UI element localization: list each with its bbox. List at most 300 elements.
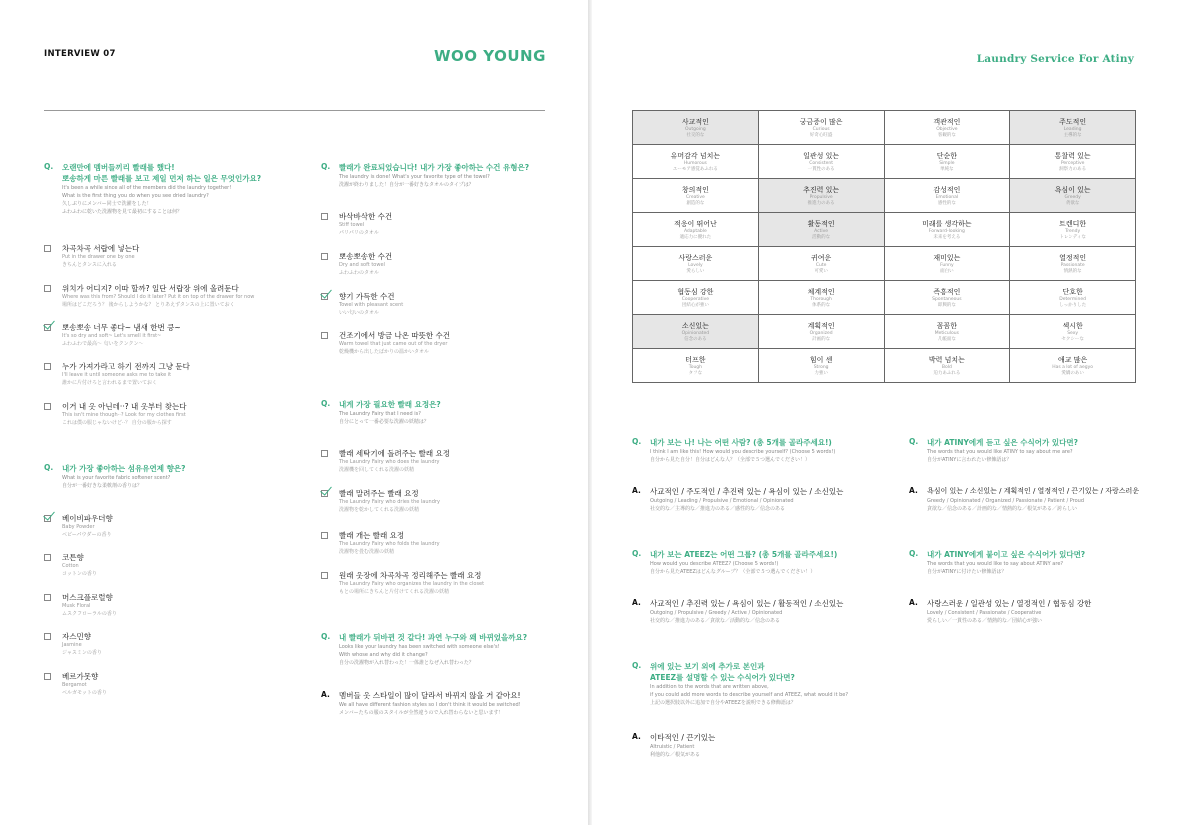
adjective-cell — [633, 179, 759, 213]
adjective-en: Meticulous — [934, 330, 959, 336]
adjective-ko: 트렌디한 — [1059, 219, 1087, 228]
adjective-en: Has a lot of aegyo — [1052, 364, 1094, 370]
adjective-ko: 미래를 생각하는 — [922, 219, 972, 228]
question-mark: Q. — [44, 463, 54, 472]
adjective-cell — [633, 349, 759, 383]
checkbox[interactable] — [321, 572, 328, 579]
option-jp: きちんとタンスに入れる — [62, 261, 117, 268]
question-mark: Q. — [632, 549, 642, 558]
checkbox[interactable] — [44, 594, 51, 601]
adjective-jp: 力強い — [814, 370, 828, 376]
answer-9 — [909, 598, 1169, 625]
adjective-ko: 단호한 — [1062, 287, 1083, 296]
adjective-jp: 好奇心旺盛 — [809, 132, 833, 138]
adjective-cell — [884, 281, 1010, 315]
question-jp: 自分がATINYに付けたい修飾語は？ — [927, 569, 1007, 575]
answer-en: Outgoing / Leading / Propulsive / Emotional / Opinionated — [650, 498, 794, 504]
adjective-cell — [758, 213, 884, 247]
question-mark: Q. — [909, 549, 919, 558]
option-ko: 이거 내 옷 아닌데··? 내 옷부터 찾는다 — [62, 402, 187, 411]
option[interactable] — [44, 322, 314, 348]
adjective-cell — [884, 179, 1010, 213]
adjective-jp: しっかりした — [1059, 302, 1087, 308]
adjective-row — [633, 111, 1136, 145]
option-en: Jasmine — [62, 642, 82, 648]
adjective-en: Consistent — [809, 160, 834, 166]
option-jp: もとの場所にきちんと片付けてくれる洗濯の妖精 — [339, 588, 450, 595]
adjective-ko: 계획적인 — [807, 321, 835, 330]
adjective-jp: 貪欲な — [1065, 200, 1080, 206]
question-en: In addition to the words that are written above, — [650, 684, 769, 690]
right-page — [592, 0, 1178, 825]
question-ko: 내가 보는 나! 나는 어떤 사람? (총 5개를 골라주세요!) — [650, 438, 832, 447]
adjective-jp: 信念のある — [684, 336, 707, 342]
adjective-en: Opinionated — [681, 330, 710, 336]
option-jp: ベルガモットの香り — [62, 689, 107, 696]
question-mark: Q. — [321, 162, 331, 171]
adjective-row — [633, 179, 1136, 213]
adjective-cell — [758, 247, 884, 281]
adjective-en: Lovely — [688, 262, 703, 268]
adjective-en: Humorous — [683, 160, 707, 166]
answer-en: Greedy / Opinionated / Organized / Passionate / Patient / Proud — [927, 498, 1085, 504]
question-ko: ATEEZ를 설명할 수 있는 수식어가 있다면? — [650, 673, 795, 682]
answer-5 — [321, 690, 576, 717]
adjective-ko: 궁금증이 많은 — [799, 117, 843, 126]
answer-mark: A. — [632, 598, 641, 607]
adjective-jp: 未来を考える — [933, 234, 961, 240]
option-jp: 誰かに片付けろと言われるまで置いておく — [62, 379, 158, 386]
checkbox[interactable] — [44, 633, 51, 640]
option-ko: 뽀송뽀송 너무 좋다~ 냄새 한번 킁~ — [62, 323, 181, 332]
option-jp: 場所はどこだろう？ 後からしようかな？ とりあえずタンスの上に置いておく — [62, 301, 235, 308]
adjective-jp: 体系的な — [812, 302, 831, 308]
interview-label: INTERVIEW 07 — [44, 49, 116, 59]
answer-en: We all have different fashion styles so I don't think it would be switched! — [339, 702, 521, 708]
option-jp: ムスクフローラルの香り — [62, 610, 117, 617]
option-en: Where was this from? Should I do it later? Put it on top of the drawer for now — [62, 294, 255, 300]
question-en: What is the first thing you do when you see dried laundry? — [62, 193, 209, 199]
adjective-jp: 一貫性のある — [807, 166, 835, 172]
adjective-en: Cute — [815, 262, 827, 268]
adjective-ko: 귀여운 — [810, 253, 832, 262]
option-ko: 빨래 말려주는 빨래 요정 — [339, 489, 419, 498]
option-ko: 바삭바삭한 수건 — [339, 212, 393, 221]
adjective-en: Organized — [809, 330, 833, 336]
checkbox[interactable] — [44, 554, 51, 561]
answer-jp: 愛らしい／一貫性のある／情熱的な／団結心が強い — [927, 618, 1043, 624]
option-ko: 위치가 어디지? 이따 할까? 일단 서랍장 위에 올려둔다 — [62, 284, 239, 293]
adjective-cell — [1010, 281, 1136, 315]
adjective-cell — [1010, 247, 1136, 281]
question-en: How would you describe ATEEZ? (Choose 5 words!) — [650, 561, 779, 567]
answer-10 — [632, 732, 902, 759]
adjective-en: Creative — [685, 194, 705, 200]
option-jp: 洗濯物を畳む洗濯の妖精 — [339, 548, 395, 555]
question-jp: 洗濯が終わりました！自分が一番好きなタオルのタイプは？ — [339, 182, 474, 188]
question-ko: 내가 ATINY에게 붙이고 싶은 수식어가 있다면? — [927, 550, 1086, 559]
option-jp: これは僕の服じゃないけど··？ 自分の服から探す — [62, 419, 172, 426]
option[interactable] — [321, 488, 561, 514]
option-en: Cotton — [62, 563, 79, 569]
adjective-ko: 즉흥적인 — [933, 287, 961, 296]
question-mark: Q. — [632, 437, 642, 446]
option-jp: 洗濯機を回してくれる洗濯の妖精 — [339, 466, 415, 473]
question-ko: 내가 ATINY에게 듣고 싶은 수식어가 있다면? — [927, 438, 1078, 447]
question-en: It's been a while since all of the members did the laundry together! — [62, 185, 232, 191]
adjective-en: Funny — [940, 262, 954, 268]
adjective-cell — [884, 349, 1010, 383]
answer-jp: 貪欲な／信念のある／計画的な／情熱的な／根気がある／誇らしい — [927, 506, 1078, 512]
option-jp: ふわふわで最高～ 匂いをクンクン～ — [62, 340, 144, 347]
section-title: Laundry Service For Atiny — [976, 53, 1134, 65]
question-jp: 自分の洗濯物が入れ替わった！一体誰となぜ入れ替わった？ — [339, 660, 474, 666]
adjective-row — [633, 349, 1136, 383]
adjective-ko: 일관성 있는 — [803, 151, 840, 160]
option-en: Towel with pleasant scent — [339, 302, 404, 308]
adjective-en: Trendy — [1065, 228, 1081, 234]
adjective-en: Cooperative — [681, 296, 710, 302]
question-en: if you could add more words to describe yourself and ATEEZ, what would it be? — [650, 692, 849, 698]
adjective-ko: 통찰력 있는 — [1054, 151, 1091, 160]
adjective-ko: 힘이 센 — [809, 355, 833, 364]
adjective-en: Outgoing — [685, 126, 706, 132]
option-ko: 자스민향 — [62, 632, 91, 641]
adjective-table — [632, 110, 1136, 383]
adjective-jp: 適応力に優れた — [679, 234, 712, 240]
adjective-jp: 洞察力のある — [1059, 166, 1087, 172]
question-7 — [909, 437, 1169, 464]
adjective-ko: 터프한 — [685, 355, 706, 364]
question-en: What is your favorite fabric softener scent? — [62, 475, 171, 481]
checkbox[interactable] — [44, 285, 51, 292]
adjective-cell — [1010, 315, 1136, 349]
option-en: The Laundry Fairy who dries the laundry — [339, 499, 440, 505]
option-en: Musk Floral — [62, 603, 91, 609]
option-ko: 베이비파우더향 — [62, 514, 113, 523]
left-page — [0, 0, 588, 825]
adjective-jp: トレンディな — [1059, 234, 1086, 240]
answer-en: Outgoing / Propulsive / Greedy / Active / Opinionated — [650, 610, 783, 616]
checkbox[interactable] — [321, 253, 328, 260]
checkbox[interactable] — [44, 245, 51, 252]
question-jp: 自分から見たATEEZはどんなグループ？（全部で５つ選んでください！） — [650, 569, 816, 575]
adjective-cell — [884, 145, 1010, 179]
adjective-cell — [633, 315, 759, 349]
adjective-cell — [1010, 349, 1136, 383]
option-jp: ベビーパウダーの香り — [62, 531, 112, 538]
option-en: Dry and soft towel — [339, 262, 385, 268]
adjective-jp: 几帳面な — [937, 336, 956, 342]
adjective-ko: 사랑스러운 — [678, 253, 713, 262]
answer-ko: 이타적인 / 끈기있는 — [650, 733, 716, 742]
adjective-ko: 애교 많은 — [1057, 355, 1088, 364]
adjective-en: Spontaneous — [932, 296, 962, 302]
checkbox[interactable] — [44, 403, 51, 410]
adjective-ko: 객관적인 — [933, 117, 961, 126]
option[interactable] — [44, 283, 314, 309]
adjective-jp: 主導的な — [1063, 132, 1082, 138]
checkbox[interactable] — [44, 363, 51, 370]
checkbox-checked[interactable] — [321, 490, 328, 497]
adjective-ko: 단순한 — [936, 151, 958, 160]
option-en: The Laundry Fairy who organizes the laundry in the closet — [339, 581, 485, 587]
answer-jp: 社交的な／主導的な／推進力のある／感性的な／信念のある — [650, 506, 786, 512]
adjective-jp: 即興的な — [937, 302, 956, 308]
adjective-en: Tough — [688, 364, 703, 370]
answer-6 — [632, 486, 902, 513]
option[interactable] — [321, 530, 561, 556]
question-jp: 自分がATINYに言われたい修飾語は？ — [927, 457, 1012, 463]
answer-en: Lovely / Consistent / Passionate / Cooperative — [927, 610, 1042, 616]
adjective-en: Emotional — [935, 194, 959, 200]
adjective-cell — [884, 247, 1010, 281]
option[interactable] — [321, 211, 561, 237]
option[interactable] — [44, 552, 294, 578]
adjective-jp: 愛らしい — [686, 268, 705, 274]
adjective-ko: 협동심 강한 — [677, 287, 714, 296]
adjective-jp: 客観的な — [937, 132, 956, 138]
question-8 — [632, 549, 902, 576]
option-en: Stiff towel — [339, 222, 365, 228]
adjective-cell — [1010, 213, 1136, 247]
checkbox[interactable] — [321, 532, 328, 539]
adjective-en: Propulsive — [809, 194, 833, 200]
option-ko: 누가 가져가라고 하기 전까지 그냥 둔다 — [62, 362, 190, 371]
question-ko: 내게 가장 필요한 빨래 요정은? — [339, 400, 441, 409]
question-mark: Q. — [44, 162, 54, 171]
adjective-cell — [1010, 145, 1136, 179]
checkbox-checked[interactable] — [44, 515, 51, 522]
answer-ko: 사교적인 / 주도적인 / 추진력 있는 / 욕심이 있는 / 소신있는 — [650, 487, 844, 496]
adjective-ko: 열정적인 — [1059, 253, 1087, 262]
option[interactable] — [321, 330, 561, 356]
adjective-en: Greedy — [1064, 194, 1081, 200]
option-ko: 코튼향 — [62, 553, 84, 562]
option-en: The Laundry Fairy who does the laundry — [339, 459, 440, 465]
option[interactable] — [321, 448, 561, 474]
adjective-row — [633, 315, 1136, 349]
option-en: Warm towel that just came out of the dryer — [339, 341, 448, 347]
option[interactable] — [321, 291, 561, 317]
checkbox[interactable] — [321, 450, 328, 457]
adjective-ko: 소신있는 — [681, 321, 709, 330]
question-ko: 내가 가장 좋아하는 섬유유연제 향은? — [62, 464, 186, 473]
member-name: WOO YOUNG — [434, 47, 546, 65]
adjective-en: Leading — [1063, 126, 1082, 132]
option[interactable] — [44, 671, 294, 697]
adjective-jp: 団結心が強い — [681, 302, 709, 308]
question-1 — [44, 162, 304, 216]
adjective-cell — [633, 111, 759, 145]
checkbox-checked[interactable] — [321, 293, 328, 300]
question-10 — [632, 661, 922, 707]
option-en: Bergamot — [62, 682, 87, 688]
adjective-jp: 面白い — [940, 268, 954, 274]
answer-jp: メンバーたちの服のスタイルが全然違うので入れ替わらないと思います！ — [339, 710, 504, 716]
question-en: The Laundry Fairy that I need is? — [339, 411, 421, 417]
adjective-en: Passionate — [1060, 262, 1085, 268]
question-en: The words that you would like ATINY to say about me are? — [927, 449, 1073, 455]
option-jp: ジャスミンの香り — [62, 649, 102, 656]
adjective-en: Determined — [1059, 296, 1086, 302]
option-ko: 빨래 개는 빨래 요정 — [339, 531, 405, 540]
adjective-cell — [884, 315, 1010, 349]
question-9 — [909, 549, 1169, 576]
adjective-ko: 체계적인 — [807, 287, 835, 296]
option-ko: 머스크플로럴향 — [62, 593, 113, 602]
adjective-en: Bold — [941, 364, 952, 370]
option[interactable] — [321, 570, 561, 596]
option-jp: ふわふわのタオル — [339, 269, 380, 276]
adjective-en: Simple — [939, 160, 955, 166]
adjective-cell — [758, 179, 884, 213]
question-en: Looks like your laundry has been switched with someone else's! — [339, 644, 500, 650]
answer-ko: 사교적인 / 추진력 있는 / 욕심이 있는 / 활동적인 / 소신있는 — [650, 599, 844, 608]
adjective-jp: 情熱的な — [1063, 268, 1082, 274]
adjective-cell — [1010, 179, 1136, 213]
adjective-en: Perceptive — [1060, 160, 1085, 166]
adjective-jp: 活動的な — [812, 234, 831, 240]
question-ko: 오랜만에 멤버들끼리 빨래를 했다! — [62, 163, 175, 172]
option-ko: 뽀송뽀송한 수건 — [339, 252, 393, 261]
adjective-row — [633, 213, 1136, 247]
adjective-cell — [633, 213, 759, 247]
adjective-cell — [884, 213, 1010, 247]
adjective-ko: 활동적인 — [807, 219, 835, 228]
option[interactable] — [44, 361, 314, 387]
adjective-en: Adaptable — [683, 228, 707, 234]
adjective-jp: 愛嬌のあい — [1061, 370, 1084, 376]
adjective-ko: 꼼꼼한 — [936, 321, 958, 330]
question-jp: 久しぶりにメンバー同士で洗濯をした！ — [62, 201, 152, 207]
option[interactable] — [44, 592, 294, 618]
option-en: I'll leave it until someone asks me to take it — [62, 372, 172, 378]
question-6 — [632, 437, 902, 464]
answer-jp: 社交的な／推進力のある／貪欲な／活動的な／信念のある — [650, 618, 781, 624]
question-mark: Q. — [321, 632, 331, 641]
adjective-jp: 推進力のある — [807, 200, 835, 206]
question-mark: Q. — [321, 399, 331, 408]
answer-en: Altruistic / Patient — [650, 744, 695, 750]
adjective-cell — [758, 145, 884, 179]
option[interactable] — [44, 631, 294, 657]
adjective-en: Curious — [812, 126, 830, 132]
adjective-row — [633, 281, 1136, 315]
header-divider — [44, 110, 545, 111]
option-en: Put in the drawer one by one — [62, 254, 135, 260]
question-4 — [321, 399, 561, 426]
option-jp: 乾燥機から出したばかりの温かいタオル — [339, 348, 430, 355]
adjective-jp: 単純な — [940, 166, 954, 172]
adjective-en: Thorough — [810, 296, 832, 302]
checkbox-checked[interactable] — [44, 324, 51, 331]
option-jp: 洗濯物を乾かしてくれる洗濯の妖精 — [339, 506, 420, 513]
adjective-ko: 주도적인 — [1059, 117, 1087, 126]
answer-7 — [909, 486, 1175, 513]
answer-mark: A. — [909, 598, 918, 607]
answer-mark: A. — [321, 690, 330, 699]
question-jp: 自分にとって一番必要な洗濯の妖精は？ — [339, 419, 429, 425]
question-ko: 내 빨래가 뒤바뀐 것 같다! 과연 누구와 왜 바뀌었을까요? — [339, 633, 528, 642]
adjective-en: Sexy — [1067, 330, 1079, 336]
option-jp: コットンの香り — [62, 570, 97, 577]
option-ko: 원래 옷장에 차곡차곡 정리해주는 빨래 요정 — [339, 571, 482, 580]
adjective-ko: 추진력 있는 — [803, 185, 840, 194]
adjective-cell — [758, 315, 884, 349]
question-2 — [44, 463, 294, 490]
adjective-en: Objective — [936, 126, 958, 132]
adjective-ko: 사교적인 — [681, 117, 709, 126]
option[interactable] — [321, 251, 561, 277]
question-en: The laundry is done! What's your favorite type of the towel? — [339, 174, 490, 180]
adjective-en: Active — [814, 228, 829, 234]
adjective-jp: タフな — [688, 370, 703, 376]
option[interactable] — [44, 243, 314, 269]
checkbox[interactable] — [321, 332, 328, 339]
adjective-cell — [758, 111, 884, 145]
option[interactable] — [44, 513, 294, 539]
adjective-jp: セクシーな — [1061, 336, 1084, 342]
answer-jp: 利他的な／根気がある — [650, 752, 701, 758]
question-5 — [321, 632, 571, 667]
adjective-en: Forward-looking — [928, 228, 965, 234]
question-jp: ふわふわに乾いた洗濯物を見て最初にすることは何？ — [62, 209, 183, 215]
option-ko: 건조기에서 방금 나온 따뜻한 수건 — [339, 331, 450, 340]
question-mark: Q. — [909, 437, 919, 446]
adjective-jp: 感性的な — [937, 200, 956, 206]
answer-ko: 욕심이 있는 / 소신있는 / 계획적인 / 열정적인 / 끈기있는 / 자랑스러운 — [927, 487, 1140, 495]
adjective-jp: 計画的な — [812, 336, 831, 342]
adjective-cell — [633, 247, 759, 281]
adjective-cell — [1010, 111, 1136, 145]
answer-mark: A. — [909, 486, 918, 495]
question-jp: 自分が一番好きな柔軟剤の香りは？ — [62, 483, 143, 489]
adjective-ko: 감성적인 — [933, 185, 961, 194]
adjective-ko: 창의적인 — [681, 185, 709, 194]
option-jp: いい匂いのタオル — [339, 309, 380, 316]
adjective-ko: 유머감각 넘치는 — [670, 151, 721, 160]
adjective-jp: ユーモア感覚あふれる — [672, 166, 718, 172]
adjective-jp: 社交的な — [686, 132, 705, 138]
option-en: Baby Powder — [62, 524, 95, 530]
adjective-jp: 創造的な — [686, 200, 705, 206]
adjective-cell — [884, 111, 1010, 145]
question-ko: 위에 있는 보기 외에 추가로 본인과 — [650, 662, 765, 671]
adjective-row — [633, 145, 1136, 179]
adjective-cell — [633, 281, 759, 315]
adjective-ko: 섹시한 — [1062, 321, 1083, 330]
adjective-jp: 迫力あふれる — [933, 370, 961, 376]
answer-mark: A. — [632, 732, 641, 741]
adjective-ko: 욕심이 있는 — [1054, 185, 1091, 194]
question-ko: 뽀송하게 마른 빨래를 보고 제일 먼저 하는 일은 무엇인가요? — [62, 174, 262, 183]
option-jp: パリパリのタオル — [339, 229, 379, 236]
answer-ko: 멤버들 옷 스타일이 많이 달라서 바뀌지 않을 거 같아요! — [339, 691, 521, 700]
option[interactable] — [44, 401, 314, 427]
option-ko: 빨래 세탁기에 돌려주는 빨래 요정 — [339, 449, 450, 458]
question-en: With whose and why did it change? — [339, 652, 428, 658]
answer-8 — [632, 598, 902, 625]
answer-ko: 사랑스러운 / 일관성 있는 / 열정적인 / 협동심 강한 — [927, 599, 1092, 608]
adjective-ko: 박력 넘치는 — [928, 355, 965, 364]
question-jp: 上記の選択肢以外に追加で自分やATEEZを説明できる修飾語は？ — [650, 700, 796, 706]
checkbox[interactable] — [321, 213, 328, 220]
question-ko: 빨래가 완료되었습니다! 내가 가장 좋아하는 수건 유형은? — [339, 163, 530, 172]
adjective-en: Strong — [813, 364, 829, 370]
checkbox[interactable] — [44, 673, 51, 680]
question-en: I think I am like this! How would you describe yourself? (Choose 5 words!) — [650, 449, 836, 455]
